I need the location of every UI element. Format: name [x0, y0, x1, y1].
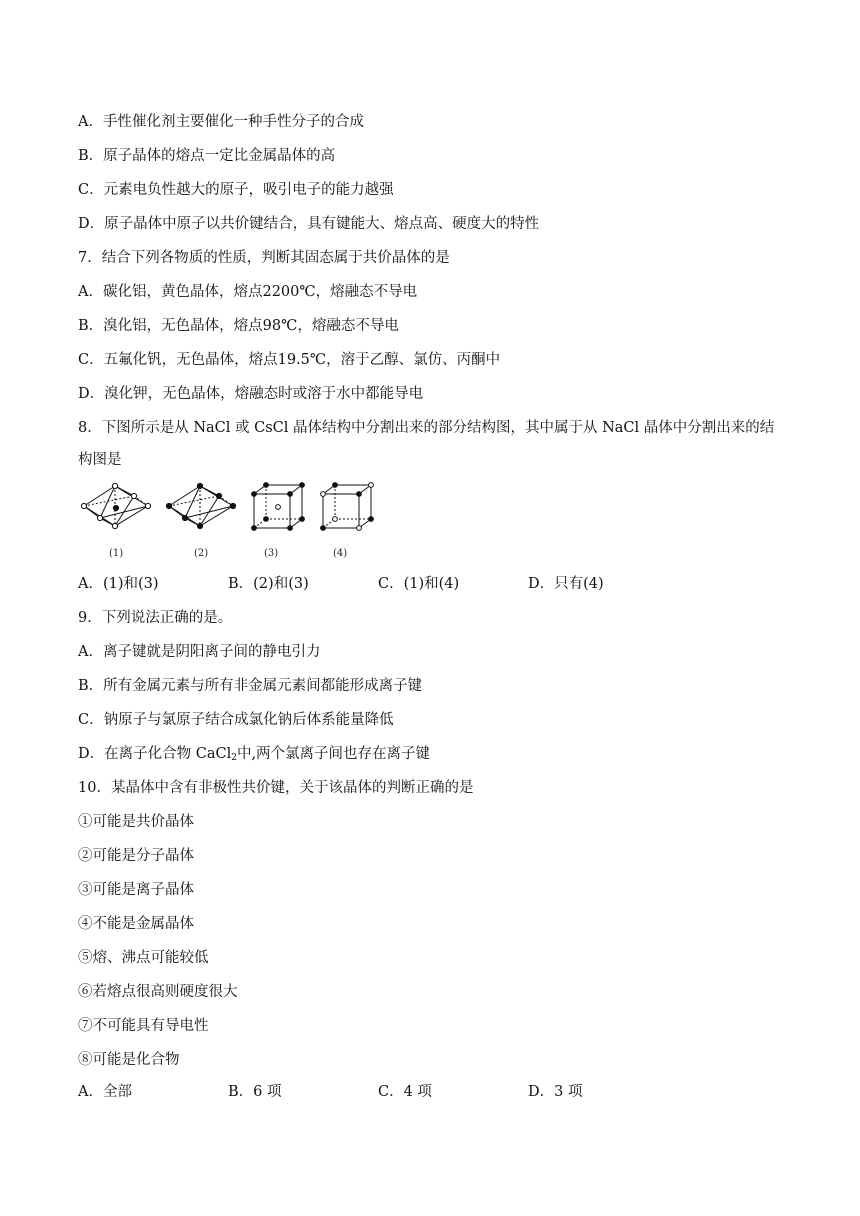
q9-option-d-sub: 2	[231, 753, 237, 763]
q9-option-b: B．所有金属元素与所有非金属元素间都能形成离子键	[78, 678, 423, 694]
q7-stem: 7．结合下列各物质的性质，判断其固态属于共价晶体的是	[78, 250, 450, 266]
q7-option-d: D．溴化钾，无色晶体，熔融态时或溶于水中都能导电	[78, 386, 424, 402]
q10-item-6: ⑥若熔点很高则硬度很大	[78, 984, 238, 1000]
q10-item-5: ⑤熔、沸点可能较低	[78, 950, 209, 966]
crystal-structure-figures	[78, 480, 388, 560]
q9-option-d	[78, 744, 430, 768]
q10-option-c: C．4 项	[378, 1084, 432, 1100]
figure-4-cube	[321, 483, 374, 531]
q9-option-d-post: 中,两个氯离子间也存在离子键	[236, 746, 431, 762]
figure-4-label: (4)	[333, 548, 348, 559]
q8-option-b: B．(2)和(3)	[228, 576, 309, 592]
q8-options-row	[78, 574, 778, 594]
q10-option-a: A．全部	[78, 1084, 132, 1100]
q10-item-4: ④不能是金属晶体	[78, 916, 194, 932]
q6-option-d: D．原子晶体中原子以共价键结合，具有键能大、熔点高、硬度大的特性	[78, 216, 540, 232]
q6-option-c: C．元素电负性越大的原子，吸引电子的能力越强	[78, 182, 394, 198]
q9-option-a: A．离子键就是阴阳离子间的静电引力	[78, 644, 321, 660]
q10-item-8: ⑧可能是化合物	[78, 1052, 180, 1068]
q7-option-b: B．溴化铝，无色晶体，熔点98℃，熔融态不导电	[78, 318, 399, 334]
q7-option-a: A．碳化铝，黄色晶体，熔点2200℃，熔融态不导电	[78, 284, 418, 300]
q10-options-row	[78, 1082, 778, 1102]
q8-option-d: D．只有(4)	[528, 576, 604, 592]
q6-option-b: B．原子晶体的熔点一定比金属晶体的高	[78, 148, 336, 164]
q8-option-a: A．(1)和(3)	[78, 576, 159, 592]
figure-3-label: (3)	[264, 548, 279, 559]
q10-item-1: ①可能是共价晶体	[78, 814, 194, 830]
figure-1-octahedron	[81, 483, 150, 528]
q8-stem-line1: 8．下图所示是从 NaCl 或 CsCl 晶体结构中分割出来的部分结构图，其中属于从 NaCl 晶体中分割出来的结	[78, 420, 775, 436]
q9-option-d-pre: D．在离子化合物 CaCl	[78, 746, 232, 762]
q10-option-d: D．3 项	[528, 1084, 583, 1100]
q7-option-c: C．五氟化钒，无色晶体，熔点19.5℃，溶于乙醇、氯仿、丙酮中	[78, 352, 501, 368]
q9-option-c: C．钠原子与氯原子结合成氯化钠后体系能量降低	[78, 712, 394, 728]
figure-3-cube	[252, 483, 305, 531]
q8-stem-line2: 构图是	[78, 452, 122, 468]
q10-item-3: ③可能是离子晶体	[78, 882, 194, 898]
q10-option-b: B．6 项	[228, 1084, 282, 1100]
figure-1-label: (1)	[109, 548, 124, 559]
figure-2-octahedron	[166, 483, 235, 528]
q8-option-c: C．(1)和(4)	[378, 576, 460, 592]
figure-2-label: (2)	[194, 548, 209, 559]
q6-option-a: A．手性催化剂主要催化一种手性分子的合成	[78, 114, 364, 130]
q9-stem: 9．下列说法正确的是。	[78, 610, 233, 626]
q10-item-2: ②可能是分子晶体	[78, 848, 194, 864]
q10-item-7: ⑦不可能具有导电性	[78, 1018, 209, 1034]
q10-stem: 10．某晶体中含有非极性共价键，关于该晶体的判断正确的是	[78, 780, 474, 796]
